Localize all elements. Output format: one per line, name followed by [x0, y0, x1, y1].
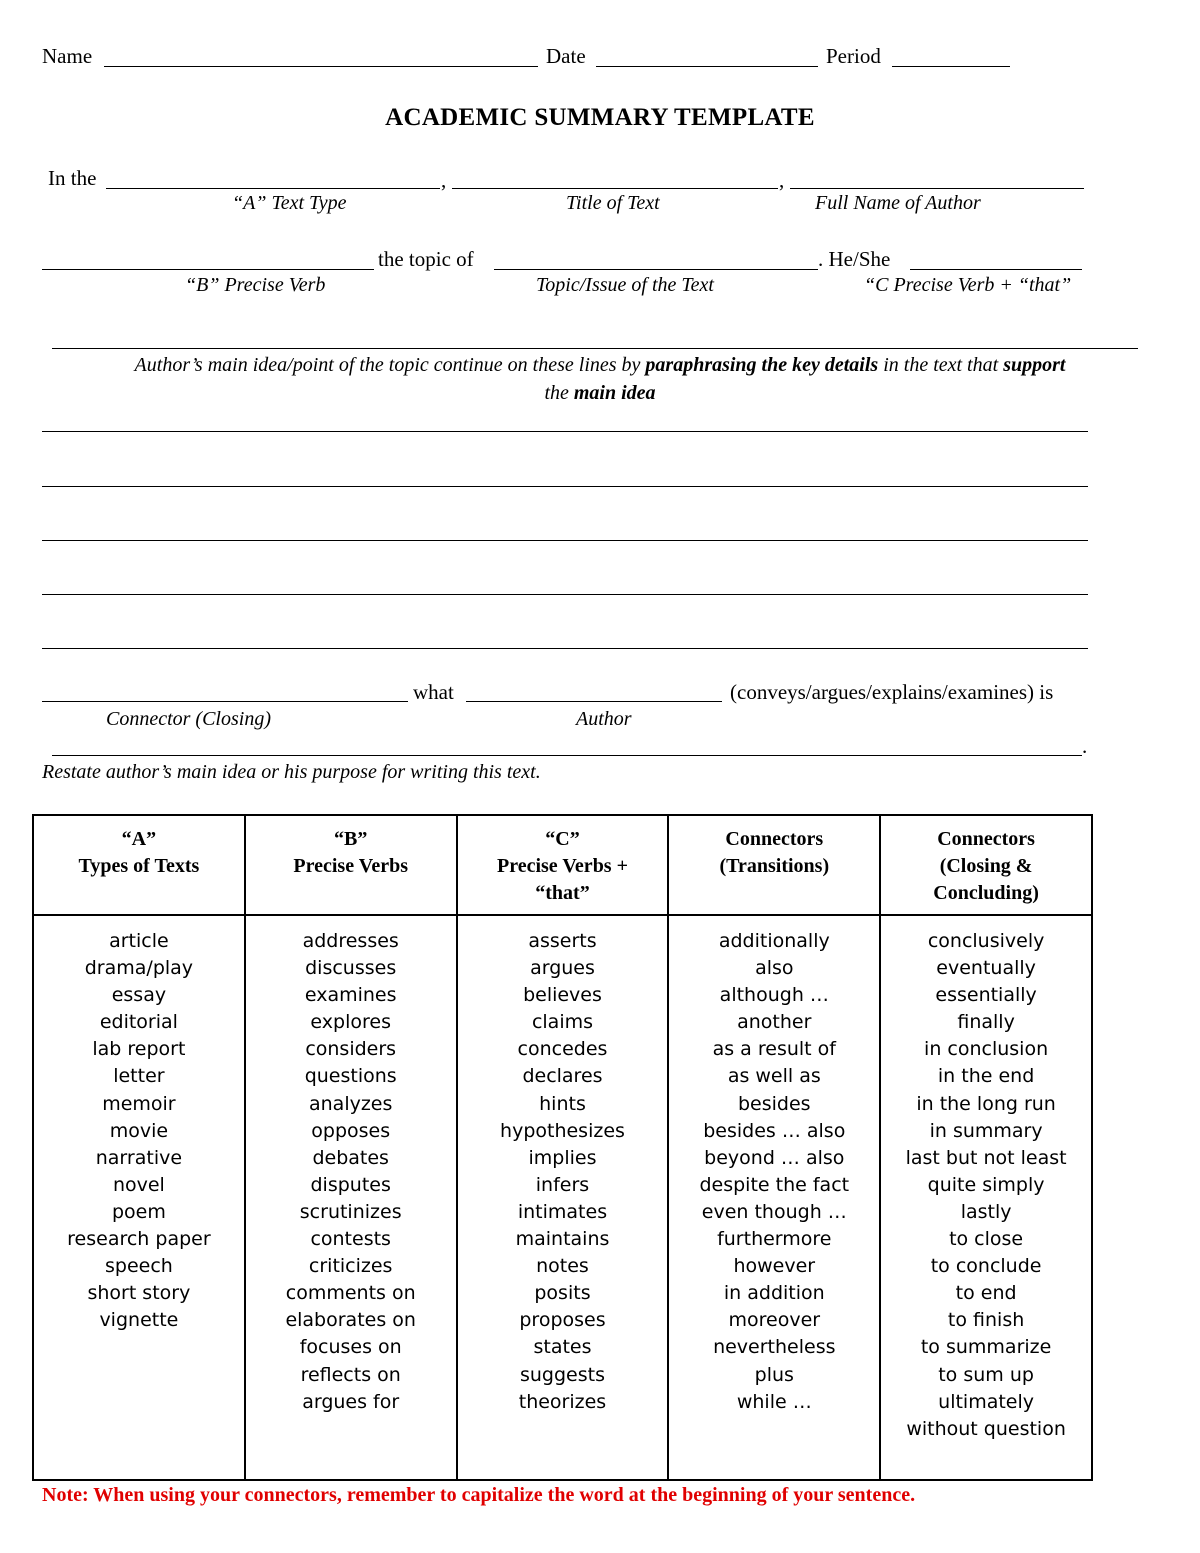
writing-line-1[interactable] [42, 431, 1088, 432]
list-item: argues for [302, 1390, 400, 1413]
header-line: Types of Texts [78, 855, 200, 877]
header-line: “that” [535, 882, 590, 904]
list-item: discusses [305, 957, 397, 980]
list-item: to end [955, 1282, 1017, 1305]
list-item: hints [539, 1092, 586, 1115]
list-item: novel [112, 1173, 165, 1196]
list-item: criticizes [308, 1255, 393, 1278]
header-precise-verbs [245, 815, 457, 915]
list-item: notes [536, 1255, 589, 1278]
list-item: also [755, 957, 794, 980]
list-item: debates [312, 1146, 389, 1169]
list-item: vignette [99, 1309, 179, 1332]
what-label: what [413, 680, 454, 704]
name-field[interactable] [104, 66, 538, 67]
header-connectors-closing [880, 815, 1092, 915]
list-item: to sum up [938, 1363, 1034, 1386]
header-line: Connectors [937, 828, 1035, 850]
comma-1: , [441, 168, 447, 192]
caption-text-type: “A” Text Type [232, 192, 347, 214]
instruction-part-2: in the text that [878, 354, 1004, 376]
list-item: besides [738, 1092, 811, 1115]
header-line: (Transitions) [719, 855, 830, 877]
header-line: Concluding) [933, 882, 1039, 904]
list-item: movie [109, 1119, 169, 1142]
list-item: another [737, 1011, 812, 1034]
list-item: essentially [935, 984, 1037, 1007]
list-item: conclusively [927, 930, 1045, 952]
list-item: lab report [92, 1038, 186, 1061]
list-item: in the long run [916, 1092, 1056, 1115]
instruction-part-3: the [544, 382, 574, 404]
comma-2: , [779, 168, 785, 192]
list-item: moreover [728, 1309, 821, 1332]
list-item: states [533, 1336, 592, 1359]
restate-line[interactable] [52, 755, 1082, 756]
list-item: in summary [929, 1119, 1043, 1142]
list-item: posits [534, 1282, 591, 1305]
list-item: to conclude [930, 1255, 1042, 1278]
list-item: quite simply [927, 1173, 1045, 1196]
list-item: believes [523, 984, 602, 1007]
list-item: asserts [528, 930, 597, 952]
list-item: eventually [936, 957, 1036, 980]
header-line: (Closing & [939, 855, 1033, 877]
instruction-bold-3: main idea [573, 382, 656, 404]
list-item: in conclusion [924, 1038, 1049, 1061]
caption-topic: Topic/Issue of the Text [536, 274, 714, 296]
list-item: as a result of [712, 1038, 836, 1061]
writing-line-3[interactable] [42, 540, 1088, 541]
reference-table [32, 814, 1093, 1481]
column-connectors-transitions [668, 915, 880, 1480]
list-item: beyond … also [704, 1146, 845, 1169]
list-item: memoir [102, 1092, 176, 1115]
period-field[interactable] [892, 66, 1010, 67]
capitalization-note: Note: When using your connectors, remember to capitalize the word at the beginning of your sentence. [42, 1484, 916, 1506]
list-item: however [733, 1255, 816, 1278]
instruction-part-1: Author’s main idea/point of the topic continue on these lines by [134, 354, 646, 376]
list-item: in the end [937, 1065, 1035, 1088]
list-item: implies [528, 1146, 597, 1169]
caption-closing-author: Author [576, 708, 632, 730]
list-item: addresses [302, 930, 399, 952]
caption-title-of-text: Title of Text [566, 192, 660, 214]
list-item: disputes [310, 1173, 391, 1196]
instruction-bold-2: support [1003, 354, 1066, 376]
list-item: comments on [285, 1282, 416, 1305]
list-item: last but not least [905, 1146, 1067, 1169]
column-types-of-texts [33, 915, 245, 1480]
list-item: furthermore [717, 1228, 832, 1251]
period-label: Period [826, 44, 881, 68]
closing-author-field[interactable] [466, 701, 722, 702]
precise-verb-b-field[interactable] [42, 269, 374, 270]
date-field[interactable] [596, 66, 818, 67]
list-item: despite the fact [699, 1173, 850, 1196]
column-connectors-closing [880, 915, 1092, 1480]
header-line: Precise Verbs [293, 855, 408, 877]
list-item: additionally [718, 930, 830, 952]
list-item: drama/play [84, 957, 194, 980]
list-item: contests [310, 1228, 391, 1251]
list-item: research paper [67, 1228, 211, 1251]
table-row [33, 915, 1092, 1480]
header-line: Precise Verbs + [496, 855, 628, 877]
header-precise-verbs-that [457, 815, 669, 915]
header-line: “A” [121, 828, 157, 850]
list-item: nevertheless [713, 1336, 836, 1359]
list-item: argues [530, 957, 595, 980]
date-label: Date [546, 44, 586, 68]
he-she-label: . He/She [818, 247, 891, 271]
author-name-field[interactable] [790, 188, 1084, 189]
list-item: proposes [519, 1309, 606, 1332]
closing-connector-field[interactable] [42, 701, 408, 702]
list-item: questions [304, 1065, 397, 1088]
list-item: while … [736, 1390, 812, 1413]
column-precise-verbs-that [457, 915, 669, 1480]
writing-line-5[interactable] [42, 648, 1088, 649]
list-item: focuses on [299, 1336, 402, 1359]
closing-verbs-label: (conveys/argues/explains/examines) is [730, 680, 1054, 704]
caption-author-name: Full Name of Author [815, 192, 981, 214]
list-item: maintains [515, 1228, 610, 1251]
list-item: intimates [517, 1200, 608, 1223]
restate-instruction: Restate author’s main idea or his purpose for writing this text. [42, 761, 541, 783]
topic-of-label: the topic of [378, 247, 474, 271]
list-item: plus [754, 1363, 794, 1386]
list-item: concedes [517, 1038, 608, 1061]
column-precise-verbs [245, 915, 457, 1480]
list-item: essay [111, 984, 167, 1007]
header-line: Connectors [725, 828, 824, 850]
list-item: infers [535, 1173, 590, 1196]
list-item: ultimately [938, 1390, 1035, 1413]
writing-line-2[interactable] [42, 486, 1088, 487]
list-item: poem [111, 1200, 166, 1223]
caption-connector-closing: Connector (Closing) [106, 708, 271, 730]
list-item: although … [719, 984, 829, 1007]
list-item: theorizes [518, 1390, 607, 1413]
list-item: even though … [701, 1200, 847, 1223]
writing-line-4[interactable] [42, 594, 1088, 595]
list-item: lastly [960, 1200, 1012, 1223]
list-item: examines [304, 984, 397, 1007]
list-item: without question [906, 1417, 1066, 1440]
in-the-label: In the [48, 166, 97, 190]
list-item: narrative [95, 1146, 183, 1169]
name-label: Name [42, 44, 93, 68]
list-item: speech [104, 1255, 173, 1278]
list-item: declares [522, 1065, 603, 1088]
list-item: to finish [947, 1309, 1025, 1332]
text-type-field[interactable] [106, 188, 440, 189]
list-item: claims [531, 1011, 594, 1034]
header-connectors-transitions [668, 815, 880, 915]
list-item: in addition [723, 1282, 825, 1305]
precise-verb-c-field[interactable] [910, 269, 1082, 270]
list-item: reflects on [300, 1363, 401, 1386]
list-item: article [109, 930, 169, 952]
title-of-text-field[interactable] [452, 188, 778, 189]
list-item: opposes [311, 1119, 391, 1142]
list-item: elaborates on [285, 1309, 416, 1332]
list-item: hypothesizes [500, 1119, 625, 1142]
caption-precise-verb-c: “C Precise Verb + “that” [864, 274, 1072, 296]
main-idea-instruction [0, 354, 1200, 377]
list-item: finally [957, 1011, 1015, 1034]
list-item: considers [305, 1038, 397, 1061]
restate-end-period: . [1082, 734, 1088, 758]
main-idea-line[interactable] [52, 348, 1138, 349]
instruction-bold-1: paraphrasing the key details [645, 354, 879, 376]
list-item: as well as [727, 1065, 821, 1088]
topic-field[interactable] [494, 269, 818, 270]
list-item: editorial [99, 1011, 178, 1034]
list-item: short story [87, 1282, 191, 1305]
list-item: besides … also [703, 1119, 846, 1142]
list-item: analyzes [308, 1092, 393, 1115]
page-title: ACADEMIC SUMMARY TEMPLATE [385, 104, 815, 131]
list-item: to summarize [920, 1336, 1052, 1359]
header-line: “B” [334, 828, 368, 850]
list-item: explores [310, 1011, 391, 1034]
list-item: scrutinizes [299, 1200, 402, 1223]
table-header-row [33, 815, 1092, 915]
main-idea-instruction-cont [0, 382, 1200, 405]
list-item: letter [113, 1065, 165, 1088]
list-item: to close [949, 1228, 1024, 1251]
list-item: suggests [519, 1363, 605, 1386]
header-line: “C” [545, 828, 580, 850]
header-types-of-texts [33, 815, 245, 915]
caption-precise-verb-b: “B” Precise Verb [185, 274, 326, 296]
